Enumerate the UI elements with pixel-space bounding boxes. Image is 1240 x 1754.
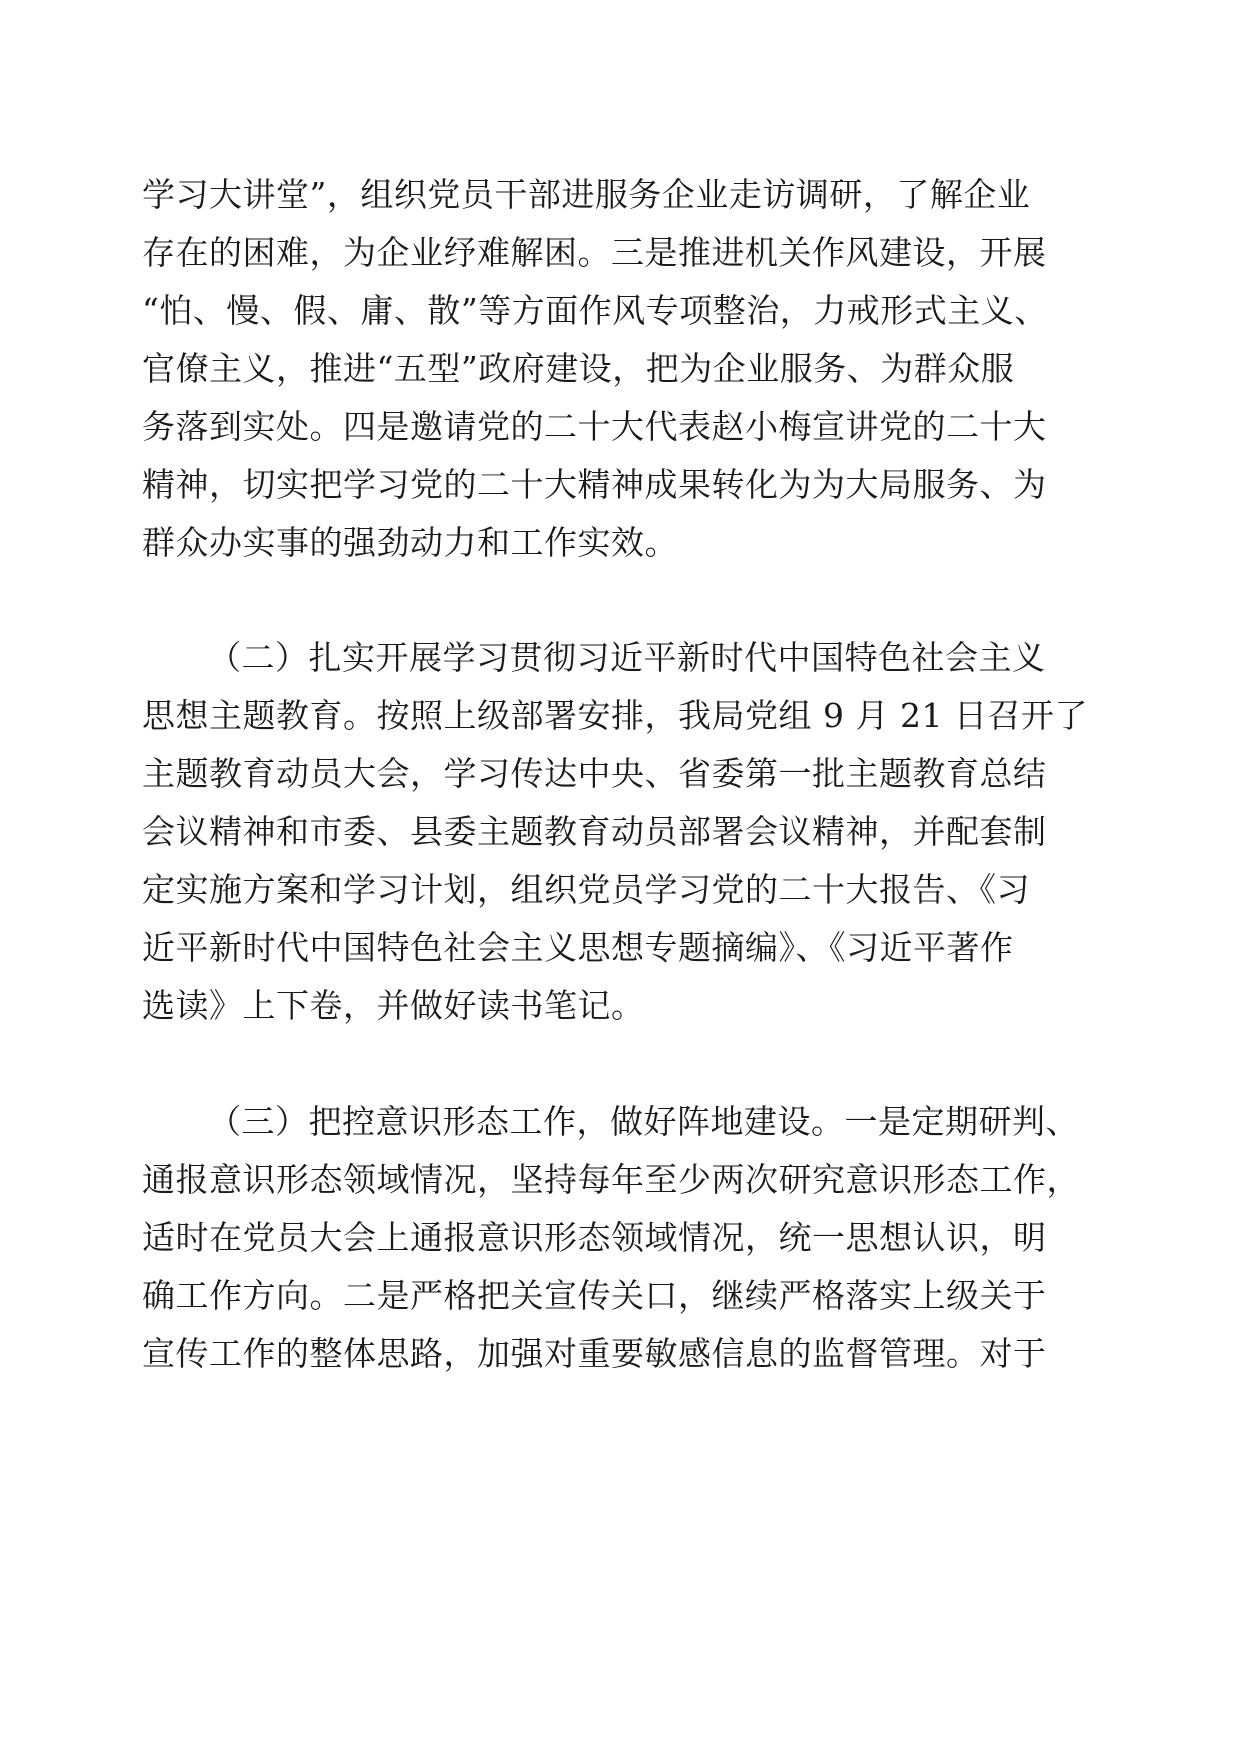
paragraph-1-line-5: 务落到实处。四是邀请党的二十大代表赵小梅宣讲党的二十大 [142,407,1047,446]
paragraph-1-line-3: “怕、慢、假、庸、散”等方面作风专项整治，力戒形式主义、 [142,291,1048,330]
paragraph-2-line-4: 会议精神和市委、县委主题教育动员部署会议精神，并配套制 [142,812,1047,851]
paragraph-3-line-4: 确工作方向。二是严格把关宣传关口，继续严格落实上级关于 [142,1276,1047,1315]
paragraph-1-line-2: 存在的困难，为企业纾难解困。三是推进机关作风建设，开展 [142,233,1047,272]
paragraph-1-line-6: 精神，切实把学习党的二十大精神成果转化为为大局服务、为 [142,465,1047,504]
paragraph-2-line-5: 定实施方案和学习计划，组织党员学习党的二十大报告、《习 [142,870,1030,909]
paragraph-3-line-5: 宣传工作的整体思路，加强对重要敏感信息的监督管理。对于 [142,1334,1047,1373]
paragraph-2-line-3: 主题教育动员大会，学习传达中央、省委第一批主题教育总结 [142,754,1047,793]
paragraph-1-line-1: 学习大讲堂”，组织党员干部进服务企业走访调研，了解企业 [142,175,1031,214]
paragraph-1-line-4: 官僚主义，推进“五型”政府建设，把为企业服务、为群众服 [142,349,1015,388]
paragraph-2-line-2: 思想主题教育。按照上级部署安排，我局党组 9 月 21 日召开了 [142,696,1088,735]
paragraph-2-line-6: 近平新时代中国特色社会主义思想专题摘编》、《习近平著作 [142,928,1014,967]
paragraph-3-line-1: （三）把控意识形态工作，做好阵地建设。一是定期研判、 [208,1102,1079,1141]
paragraph-2-line-7: 选读》上下卷，并做好读书笔记。 [142,986,645,1025]
paragraph-3-line-3: 适时在党员大会上通报意识形态领域情况，统一思想认识，明 [142,1218,1047,1257]
paragraph-3-line-2: 通报意识形态领域情况，坚持每年至少两次研究意识形态工作， [142,1160,1080,1199]
paragraph-2-line-1: （二）扎实开展学习贯彻习近平新时代中国特色社会主义 [208,638,1046,677]
paragraph-1-line-7: 群众办实事的强劲动力和工作实效。 [142,523,678,562]
